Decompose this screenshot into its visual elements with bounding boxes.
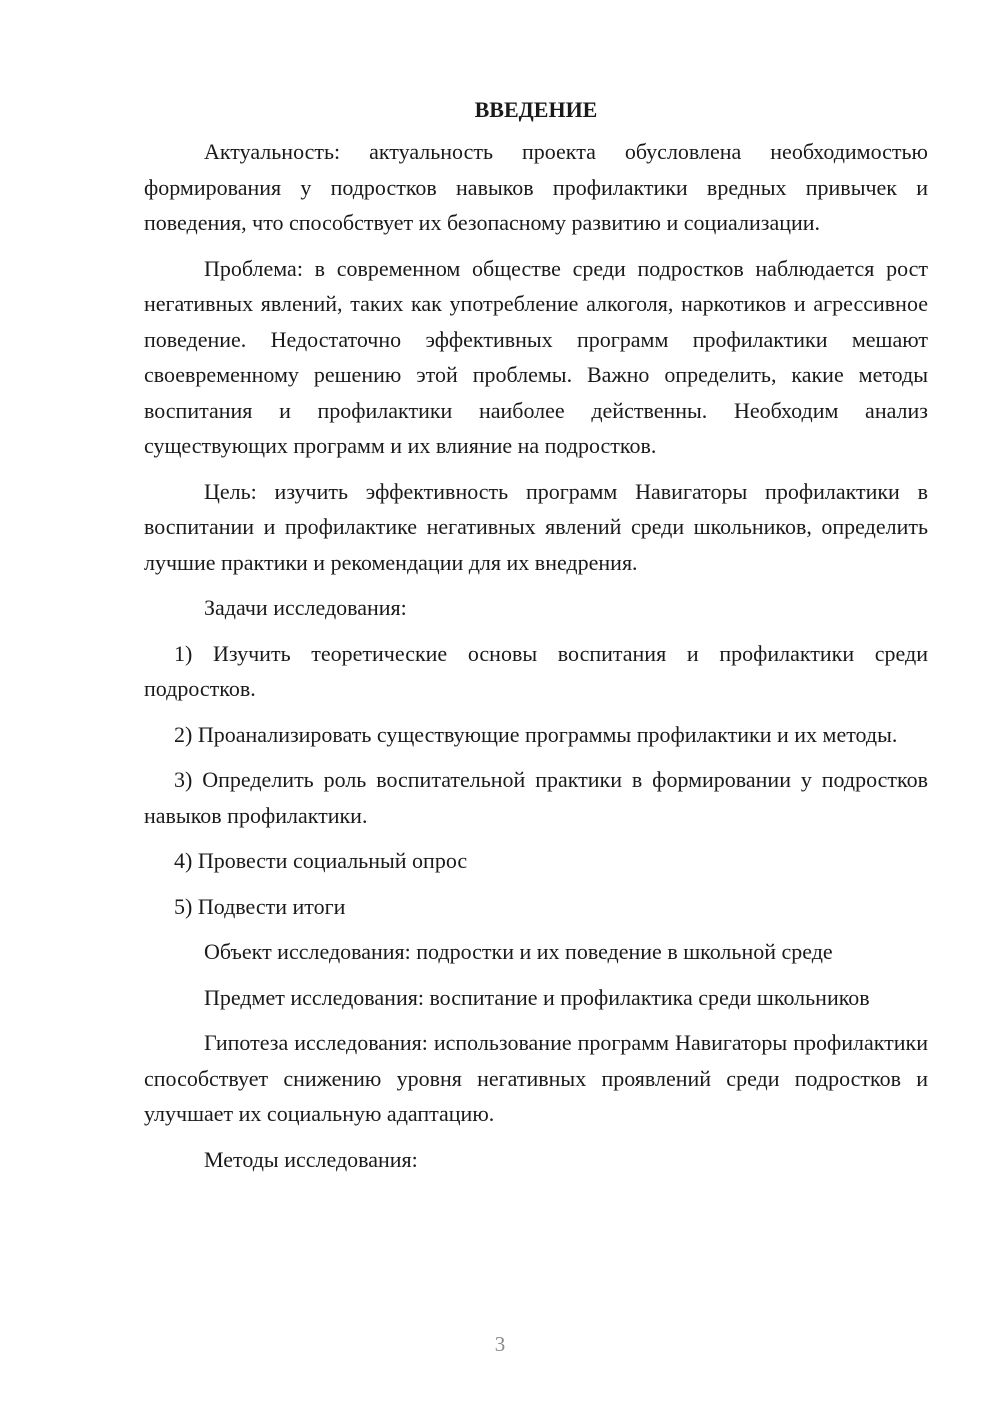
task-item: 1) Изучить теоретические основы воспитания и профилактики среди подростков. bbox=[144, 640, 928, 701]
document-page bbox=[144, 92, 928, 1187]
relevance-paragraph: Актуальность: актуальность проекта обусловлена необходимостью формирования у подростков навыков профилактики вредных привычек и поведения, что способствует их безопасному развитию и социализации. bbox=[144, 139, 928, 235]
section-title: ВВЕДЕНИЕ bbox=[474, 97, 598, 122]
problem-paragraph: Проблема: в современном обществе среди подростков наблюдается рост негативных явлений, таких как употребление алкоголя, наркотиков и агрессивное поведение. Недостаточно эффективных программ профилактики мешают своевременному решению этой проблемы. Важно определить, какие методы воспитания и профилактики наиболее действенны. Необходим анализ существующих программ и их влияние на подростков. bbox=[144, 255, 928, 458]
hypothesis-paragraph: Гипотеза исследования: использование программ Навигаторы профилактики способствует снижению уровня негативных проявлений среди подростков и улучшает их социальную адаптацию. bbox=[144, 1030, 928, 1126]
page-number: 3 bbox=[494, 1332, 506, 1356]
subject-paragraph: Предмет исследования: воспитание и профилактика среди школьников bbox=[204, 984, 870, 1010]
task-item: 3) Определить роль воспитательной практики в формировании у подростков навыков профилактики. bbox=[144, 767, 928, 828]
task-item: 5) Подвести итоги bbox=[174, 893, 346, 919]
task-item: 2) Проанализировать существующие программы профилактики и их методы. bbox=[174, 721, 898, 747]
tasks-heading: Задачи исследования: bbox=[204, 595, 407, 620]
object-paragraph: Объект исследования: подростки и их поведение в школьной среде bbox=[204, 939, 833, 964]
task-item: 4) Провести социальный опрос bbox=[174, 848, 468, 873]
methods-heading: Методы исследования: bbox=[204, 1146, 418, 1172]
goal-paragraph: Цель: изучить эффективность программ Навигаторы профилактики в воспитании и профилактике негативных явлений среди школьников, определить лучшие практики и рекомендации для их внедрения. bbox=[144, 478, 928, 575]
